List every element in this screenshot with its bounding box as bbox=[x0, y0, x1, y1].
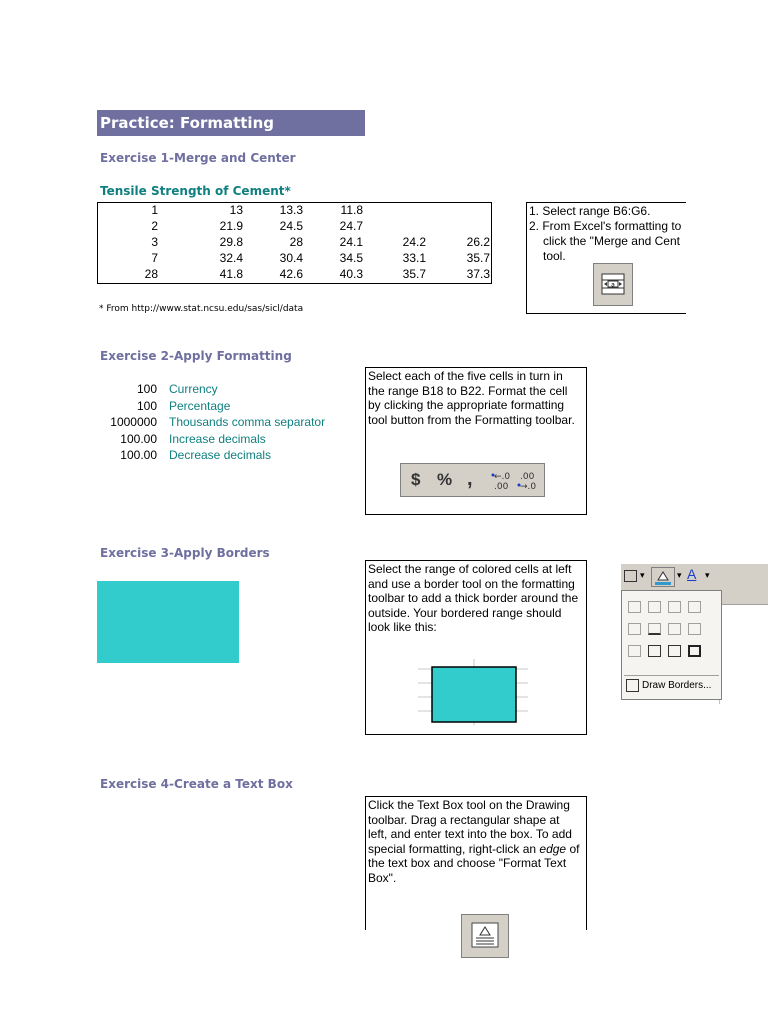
text-box-tool-button[interactable] bbox=[461, 914, 509, 958]
border-options-grid bbox=[628, 601, 714, 657]
table-row bbox=[98, 218, 490, 234]
table-row bbox=[98, 250, 490, 266]
table-cell[interactable]: 35.7 bbox=[466, 251, 490, 265]
borders-toolbar bbox=[621, 564, 768, 590]
exercise-4-heading: Exercise 4-Create a Text Box bbox=[100, 777, 293, 791]
draw-borders-label: Draw Borders... bbox=[642, 680, 712, 692]
table-cell[interactable] bbox=[363, 218, 426, 234]
thick-box-border-icon[interactable] bbox=[688, 645, 701, 657]
fill-color-dropdown-arrow-icon[interactable]: ▾ bbox=[677, 570, 682, 580]
exercise-3-heading: Exercise 3-Apply Borders bbox=[100, 546, 270, 560]
format-item-value[interactable]: 100 bbox=[136, 382, 157, 396]
table-cell[interactable]: 7 bbox=[151, 251, 158, 265]
table-cell[interactable]: 26.2 bbox=[466, 235, 490, 249]
borders-instructions-text: Select the range of colored cells at left and use a border tool on the formatting toolbar to add a thick border around the outside. Your bordered range should look like this: bbox=[368, 562, 579, 634]
format-item-value[interactable]: 1000000 bbox=[110, 415, 157, 429]
colored-cell-range[interactable] bbox=[97, 581, 239, 663]
border-option-icon[interactable] bbox=[628, 623, 641, 635]
border-option-icon[interactable] bbox=[628, 645, 641, 657]
format-item bbox=[97, 381, 325, 398]
table-cell[interactable]: 30.4 bbox=[279, 251, 303, 265]
instructions-part-2: of the text box and choose "Format Text Box". bbox=[368, 841, 580, 885]
table-cell[interactable] bbox=[363, 202, 426, 218]
table-cell[interactable]: 37.3 bbox=[466, 267, 490, 281]
formatting-toolbar-image bbox=[400, 463, 545, 497]
draw-borders-icon bbox=[626, 679, 639, 692]
table-cell[interactable]: 42.6 bbox=[279, 267, 303, 281]
all-borders-icon[interactable] bbox=[648, 645, 661, 657]
svg-text:→.0: →.0 bbox=[520, 482, 537, 492]
data-source-footnote: * From http://www.stat.ncsu.edu/sas/sicl/data bbox=[99, 304, 304, 314]
border-option-icon[interactable] bbox=[688, 623, 701, 635]
percent-button[interactable]: % bbox=[437, 470, 453, 489]
borders-dropdown-screenshot bbox=[621, 564, 768, 704]
table-cell[interactable]: 3 bbox=[151, 235, 158, 249]
instructions-emphasis: edge bbox=[539, 841, 567, 856]
format-item bbox=[97, 431, 325, 448]
outside-borders-icon[interactable] bbox=[668, 645, 681, 657]
border-option-icon[interactable] bbox=[688, 601, 701, 613]
table-cell[interactable]: 35.7 bbox=[402, 267, 426, 281]
cement-table bbox=[98, 202, 490, 282]
text-box-icon bbox=[462, 915, 508, 957]
table-cell[interactable] bbox=[426, 202, 490, 218]
bordered-range-example bbox=[418, 659, 528, 725]
cement-data-table[interactable] bbox=[97, 202, 492, 284]
borders-instructions-box[interactable] bbox=[365, 560, 587, 735]
format-items-list bbox=[97, 381, 325, 464]
format-item bbox=[97, 414, 325, 431]
table-cell[interactable] bbox=[426, 218, 490, 234]
exercise-1-heading: Exercise 1-Merge and Center bbox=[100, 151, 296, 165]
draw-borders-menu-item[interactable] bbox=[626, 679, 711, 692]
textbox-instructions-text bbox=[366, 797, 584, 886]
table-cell[interactable]: 2 bbox=[151, 219, 158, 233]
table-cell[interactable]: 41.8 bbox=[219, 267, 243, 281]
fill-color-icon[interactable] bbox=[651, 567, 675, 587]
border-option-icon[interactable] bbox=[628, 601, 641, 613]
borders-icon[interactable] bbox=[624, 570, 637, 582]
table-cell[interactable]: 32.4 bbox=[219, 251, 243, 265]
table-cell[interactable]: 40.3 bbox=[339, 267, 363, 281]
borders-dropdown-arrow-icon[interactable]: ▾ bbox=[640, 570, 645, 580]
table-cell[interactable]: 29.8 bbox=[219, 235, 243, 249]
currency-button[interactable]: $ bbox=[411, 470, 421, 489]
table-row bbox=[98, 266, 490, 282]
format-item-value[interactable]: 100.00 bbox=[120, 448, 157, 462]
svg-text:←.0: ←.0 bbox=[494, 472, 511, 482]
table-cell[interactable]: 24.5 bbox=[279, 219, 303, 233]
format-instructions-text: Select each of the five cells in turn in the range B18 to B22. Format the cell by clicking the appropriate formatting tool button from the Formatting toolbar. bbox=[368, 369, 575, 427]
merge-step-2-cont: click the "Merge and Cent bbox=[543, 234, 680, 248]
format-item-value[interactable]: 100 bbox=[136, 398, 157, 413]
table-cell[interactable]: 28 bbox=[144, 267, 158, 281]
table-cell[interactable]: 1 bbox=[151, 203, 158, 217]
format-instructions-box[interactable] bbox=[365, 367, 587, 515]
svg-text:.00: .00 bbox=[520, 472, 535, 482]
format-item-label: Currency bbox=[169, 382, 218, 396]
table-cell[interactable]: 28 bbox=[289, 235, 303, 249]
font-color-dropdown-arrow-icon[interactable]: ▾ bbox=[705, 570, 710, 580]
page-title: Practice: Formatting bbox=[97, 110, 365, 136]
border-option-icon[interactable] bbox=[668, 623, 681, 635]
textbox-instructions-box[interactable] bbox=[365, 796, 587, 930]
border-option-icon[interactable] bbox=[648, 623, 661, 635]
font-color-icon[interactable]: A bbox=[687, 566, 697, 582]
merge-step-2-end: tool. bbox=[543, 249, 566, 263]
merge-instructions-box[interactable] bbox=[526, 202, 686, 314]
table-cell[interactable]: 13.3 bbox=[279, 203, 303, 217]
border-option-icon[interactable] bbox=[668, 601, 681, 613]
table-cell[interactable]: 11.8 bbox=[340, 203, 363, 217]
borders-dropdown-menu bbox=[621, 590, 722, 700]
merge-step-1: 1. Select range B6:G6. bbox=[529, 204, 651, 218]
cement-table-heading: Tensile Strength of Cement* bbox=[100, 184, 291, 198]
instructions-part-1: Click the Text Box tool on the Drawing toolbar. Drag a rectangular shape at left, and enter text into the box. To add special formatting, right-click an bbox=[368, 798, 572, 856]
table-cell[interactable]: 24.2 bbox=[402, 235, 426, 249]
merge-and-center-button[interactable] bbox=[593, 263, 633, 306]
increase-decimal-icon[interactable] bbox=[491, 469, 513, 493]
table-cell[interactable]: 24.1 bbox=[339, 235, 363, 249]
format-item-value[interactable]: 100.00 bbox=[120, 431, 157, 446]
decrease-decimal-icon[interactable] bbox=[517, 469, 541, 493]
format-item-label: Thousands comma separator bbox=[169, 415, 326, 429]
spreadsheet-grid-background bbox=[719, 590, 768, 704]
table-cell[interactable]: 34.5 bbox=[339, 251, 363, 265]
border-option-icon[interactable] bbox=[648, 601, 661, 613]
format-item-label: Decrease decimals bbox=[169, 448, 272, 462]
svg-text:a: a bbox=[611, 281, 615, 289]
comma-style-button[interactable]: , bbox=[467, 468, 473, 490]
exercise-2-heading: Exercise 2-Apply Formatting bbox=[100, 349, 292, 363]
table-cell[interactable]: 13 bbox=[229, 203, 243, 217]
format-item bbox=[97, 398, 325, 415]
table-row bbox=[98, 234, 490, 250]
table-cell[interactable]: 21.9 bbox=[219, 219, 243, 233]
format-item-label: Increase decimals bbox=[169, 431, 266, 446]
svg-text:.00: .00 bbox=[494, 482, 509, 492]
merge-step-2: 2. From Excel's formatting to bbox=[529, 219, 682, 233]
table-cell[interactable]: 33.1 bbox=[402, 251, 426, 265]
format-item bbox=[97, 447, 325, 464]
table-cell[interactable]: 24.7 bbox=[339, 219, 363, 233]
format-item-label: Percentage bbox=[169, 398, 231, 413]
table-row bbox=[98, 202, 490, 218]
merge-center-icon bbox=[594, 264, 632, 305]
